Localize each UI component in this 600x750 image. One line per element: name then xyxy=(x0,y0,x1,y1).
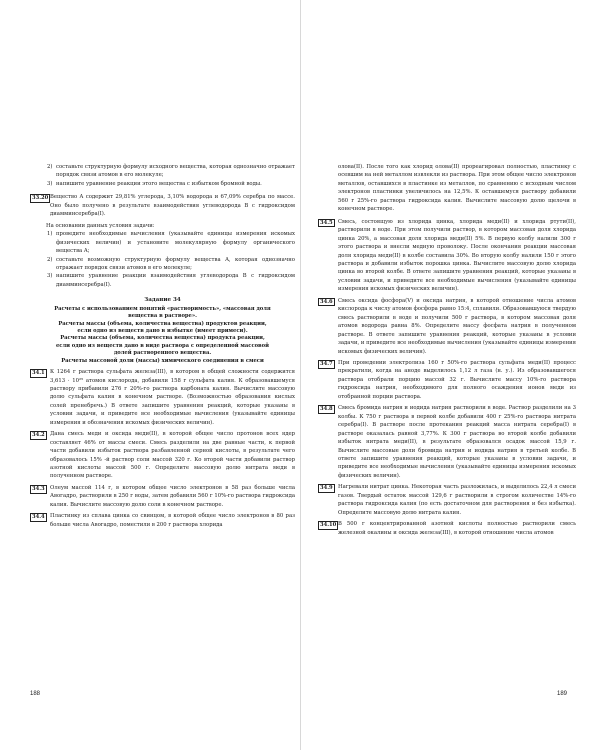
task-number: 34.6 xyxy=(320,298,333,305)
task-body: К 1264 г раствора сульфата железа(III), в котором в общей сложности содержится 3,613 · 10²⁵ атомов кислорода, добавили 158 г сульфата калия. К образовавшемуся раствору прибавили 276 г 20%-го раствора карбоната калия. Вычислите массовую долю сульфата калия в конечном растворе. (Возможностью образования кислых солей пренебречь.) В ответе запишите уравнения реакций, которые указаны в условии задачи, и приведите все необходимые вычисления (указывайте единицы измерения и обозначения искомых физических величин). xyxy=(50,369,295,426)
task-34-10 xyxy=(318,520,576,537)
page-number-left: 188 xyxy=(30,691,41,697)
list-item-number: 3) xyxy=(47,273,53,280)
list-item-number: 1) xyxy=(47,231,53,238)
section-heading-line: Расчеты массы (объема, количества вещества) продуктов реакции, xyxy=(58,320,267,327)
section-title: Задание 34 xyxy=(144,297,181,304)
section-heading-line: вещества в растворе». xyxy=(128,313,197,320)
task-number: 33.20 xyxy=(32,195,49,202)
task-34-1 xyxy=(30,368,295,427)
list-item-text: составьте возможную структурную формулу вещества A, которая однозначно отражает порядок связи атомов в его молекуле; xyxy=(56,256,295,271)
left-page xyxy=(30,163,295,532)
task-34-3 xyxy=(30,484,295,509)
task-number: 34.10 xyxy=(320,522,337,529)
list-item-number: 2) xyxy=(47,164,53,170)
task-34-6 xyxy=(318,297,576,356)
task-body: Смесь бромида натрия и иодида натрия растворили в воде. Раствор разделили на 3 колбы. К 750 г раствора в первой колбе добавили 400 г 25%-го раствора нитрата серебра(I). В растворе после протекания реакций масса нитрата серебра(I) в растворе оказалась равной 3,77%. К 300 г раствора во второй колбе добавили избыток нитрата меди(II), в результате образовался осадок массой 15,9 г. Вычислите массовые доли бромида натрия и иодида натрия в третьей колбе. В ответе запишите уравнения реакций, которые указаны в условии задачи, и приведите все необходимые вычисления (указывайте единицы измерения искомых физических величин). xyxy=(338,405,576,479)
task-34-5 xyxy=(318,218,576,294)
task-34-7 xyxy=(318,359,576,401)
section-heading xyxy=(30,306,295,365)
list-item xyxy=(47,272,295,289)
task-33-20 xyxy=(30,193,295,218)
section-heading-line: долей растворенного вещества. xyxy=(113,350,212,357)
task-number-box xyxy=(318,483,334,517)
task-number-box xyxy=(30,484,46,509)
task-number-box xyxy=(30,430,46,481)
task-body: Олеум массой 114 г, в котором общее число электронов в 58 раз больше числа Авогадро, растворили в 250 г воды, затем добавили 560 г 10%-го раствора гидроксида калия. Вычислите массовую долю соли в конечном растворе. xyxy=(50,484,295,508)
task-number-box xyxy=(318,404,334,480)
task-number: 34.2 xyxy=(32,432,45,439)
task-body: Смесь, состоящую из хлорида цинка, хлорида меди(II) и хлорида ртути(II), растворили в воде. При этом получили раствор, в котором массовая доля хлорида цинка 20%, а массовая доля хлорида меди(II) 5%. В первую колбу налили 300 г этого раствора и внесли медную проволоку. После окончания реакции массовая доля хлорида меди(II) в колбе составила 30%. Во вторую колбу налили 150 г этого раствора и добавили избыток порошка цинка. Вычислите массовую долю хлорида цинка во второй колбе. В ответе запишите уравнения реакций, которые указаны в условии задачи, и приведите все необходимые вычисления (указывайте единицы измерения искомых физических величин). xyxy=(338,218,576,293)
task-number: 34.8 xyxy=(320,406,333,413)
task-34-9 xyxy=(318,483,576,517)
task-number-box xyxy=(30,193,49,218)
task-number-box xyxy=(318,520,337,537)
list-item xyxy=(47,256,295,273)
task-34-4 xyxy=(30,512,295,529)
section-heading-line: Расчеты массовой доли (массы) химического соединения в смеси xyxy=(61,357,264,364)
list-item xyxy=(47,163,295,180)
page-number-right: 189 xyxy=(557,691,568,697)
task-body: При проведении электролиза 160 г 50%-го раствора сульфата меди(II) процесс прекратили, когда на аноде выделилось 1,12 л газа (н. у.). Из образовавшегося раствора отобрали порцию массой 32 г. Вычислите массу 10%-го раствора гидроксида натрия, необходимого для полного осаждения ионов меди из отобранной порции раствора. xyxy=(338,359,576,400)
task-number-box xyxy=(318,218,334,294)
task-body: Дана смесь меди и оксида меди(II), в которой общее число протонов всех ядер составляет 46% от массы смеси. Смесь разделили на две равные части, к первой части добавили избыток раствора разбавленной серной кислоты, в результате чего образовалось 15% -й раствор соли массой 320 г. Ко второй части добавили раствор азотной кислоты массой 500 г. Определите массовую долю нитрата меди в полученном растворе. xyxy=(50,431,295,480)
list-item-text: проведите необходимые вычисления (указывайте единицы измерения искомых физических величин) и установите молекулярную формулу органического вещества A; xyxy=(56,231,295,255)
list-item-text: напишите уравнение реакции взаимодействия углеводорода B с гидроксидом диамминсеребра(I). xyxy=(56,273,295,288)
right-page xyxy=(318,163,576,540)
list-item-number: 2) xyxy=(47,256,53,263)
list-item-number: 3) xyxy=(47,180,53,187)
task-body: Смесь оксида фосфора(V) и оксида натрия, в которой отношение числа атомов кислорода к числу атомов фосфора равно 15:4, сплавили. Образовавшуюся твердую смесь растворили в воде и получили 500 г раствора, в котором массовая доля атомов водорода равна 8%. Определите массу фосфата натрия в полученном растворе. В ответе запишите уравнения реакций, которые указаны в условии задачи, и приведите все необходимые вычисления (указывайте единицы измерения искомых физических величин). xyxy=(338,297,576,355)
task-number: 34.1 xyxy=(32,370,45,377)
section-heading-line: Расчеты массы (объема, количества вещества) продукта реакции, xyxy=(60,335,265,342)
task-number-box xyxy=(318,297,334,356)
list-item-text: напишите уравнение реакции этого вещества с избытком бромной воды. xyxy=(56,180,262,187)
task-subtitle: На основании данных условия задачи: xyxy=(46,222,155,229)
task-number-box xyxy=(30,512,46,529)
section-heading-line: если одно из веществ дано в виде раствора с определенной массовой xyxy=(56,342,269,349)
page-gutter xyxy=(300,0,301,750)
list-item xyxy=(47,230,295,255)
task-number: 34.3 xyxy=(32,485,45,492)
task-body: Нагревали нитрат цинка. Некоторая часть разложилась, и выделилось 22,4 л смеси газов. Твердый остаток массой 129,6 г растворили в строгом количестве 14%-го раствора гидроксида калия (по есть достаточном для растворения и без избытка). Определите массовую долю нитрата калия. xyxy=(338,484,576,516)
task-number-box xyxy=(30,368,46,427)
task-body: В 500 г концентрированной азотной кислоты полностью растворили смесь железной окалины и оксида железа(III), в которой отношение числа атомов xyxy=(338,521,576,536)
continuation-text: олова(II). После того как хлорид олова(II) прореагировал полностью, пластинку с осевшим на ней металлом извлекли из раствора. При этом общее число электронов металлов, оставшихся в пластинке из металлов, по сравнению с исходным числом электронов пластинки увеличилось на 12,5%. К оставшемуся раствору добавили 560 г 25%-го раствора гидроксида калия. Вычислите массовую долю щелочи в конечном растворе. xyxy=(338,164,576,213)
section-heading-line: Расчеты с использованием понятий «растворимость», «массовая доля xyxy=(54,305,271,312)
task-34-2 xyxy=(30,430,295,481)
list-item-text: составьте структурную формулу исходного вещества, которая однозначно отражает порядок связи атомов в его молекуле; xyxy=(56,164,295,179)
task-number: 34.9 xyxy=(320,485,333,492)
section-heading-line: если одно из веществ дано в избытке (имеет примеси). xyxy=(77,328,248,335)
task-number-box xyxy=(318,359,334,401)
task-number: 34.5 xyxy=(320,219,333,226)
list-item xyxy=(47,180,295,188)
task-body: Пластинку из сплава цинка со свинцом, в которой общее число электронов в 80 раз больше числа Авогадро, поместили в 200 г раствора хлорида xyxy=(50,513,295,528)
task-34-8 xyxy=(318,404,576,480)
task-number: 34.7 xyxy=(320,360,333,367)
task-number: 34.4 xyxy=(32,514,45,521)
task-body: Вещество A содержит 29,81% углерода, 3,10% водорода и 67,09% серебра по массе. Оно было получено в результате взаимодействия углеводорода B с гидроксидом диамминсеребра(I). xyxy=(50,194,295,218)
